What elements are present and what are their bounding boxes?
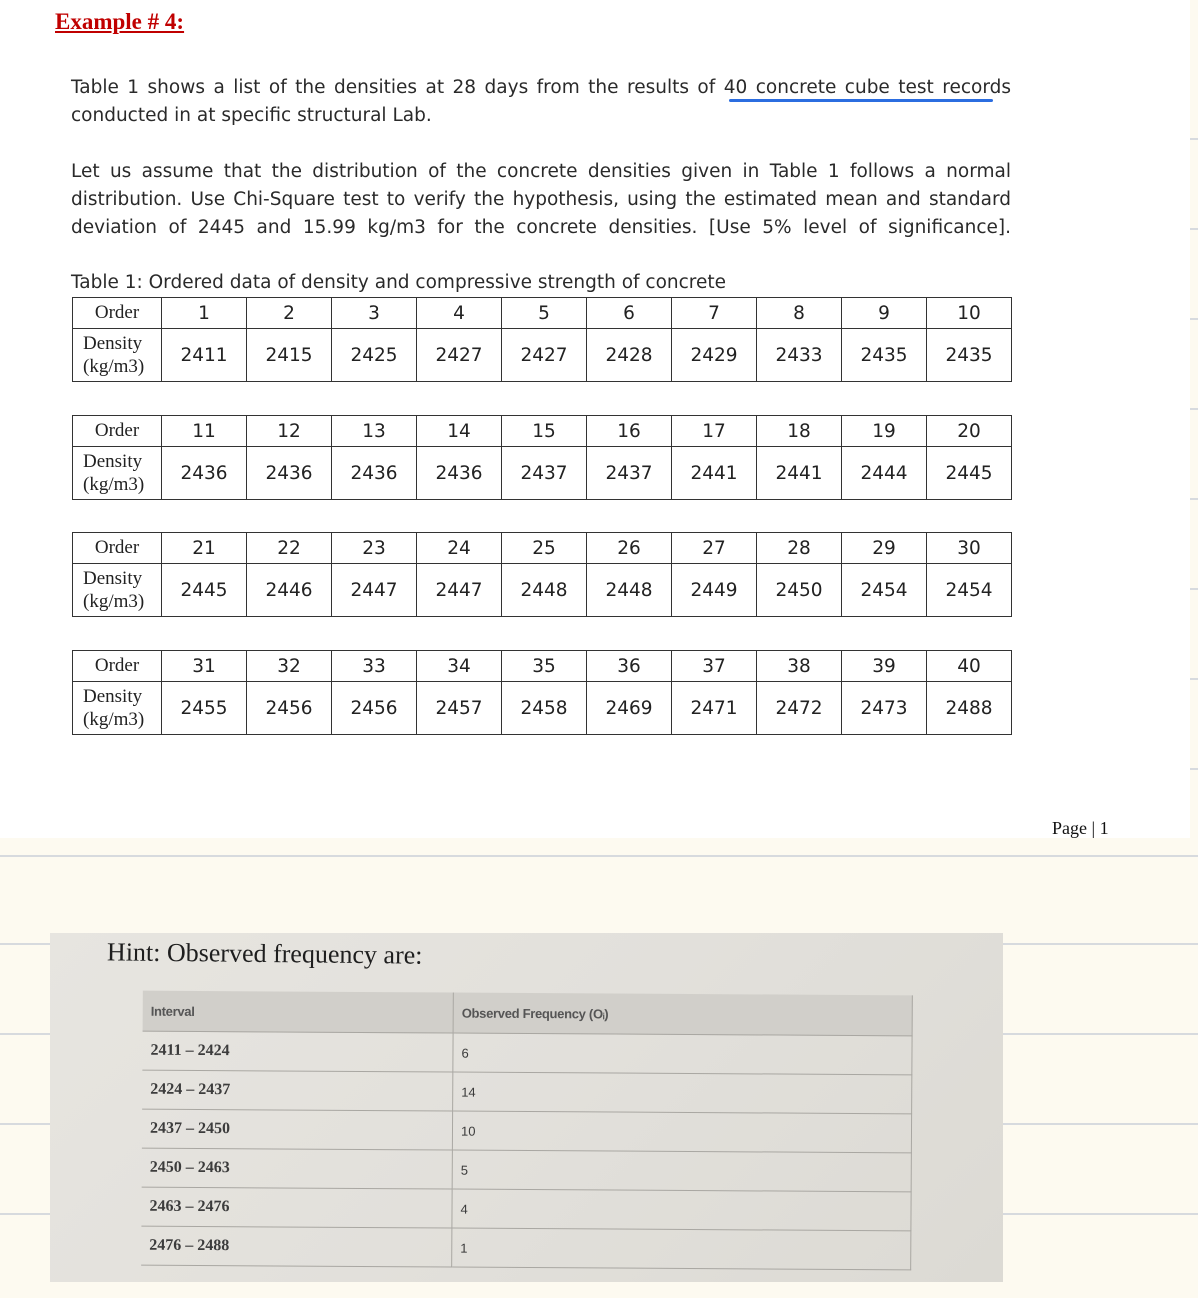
observed-cell: 6 (453, 1033, 912, 1075)
order-cell: 22 (247, 533, 332, 564)
density-cell: 2458 (502, 682, 587, 735)
order-label: Order (73, 651, 162, 682)
frequency-row (141, 1187, 911, 1231)
order-cell: 14 (417, 416, 502, 447)
example-title: Example # 4: (55, 9, 185, 34)
observed-cell: 10 (452, 1111, 911, 1153)
observed-cell: 4 (452, 1189, 911, 1231)
order-cell: 31 (162, 651, 247, 682)
order-cell: 18 (757, 416, 842, 447)
density-cell: 2454 (927, 564, 1012, 617)
table-caption: Table 1: Ordered data of density and compressive strength of concrete (71, 272, 727, 293)
order-cell: 33 (332, 651, 417, 682)
density-cell: 2437 (502, 447, 587, 500)
order-cell: 37 (672, 651, 757, 682)
interval-cell: 2476 – 2488 (141, 1226, 452, 1267)
order-cell: 29 (842, 533, 927, 564)
order-label: Order (73, 298, 162, 329)
density-cell: 2457 (417, 682, 502, 735)
density-cell: 2415 (247, 329, 332, 382)
order-cell: 6 (587, 298, 672, 329)
density-cell: 2425 (332, 329, 417, 382)
density-cell: 2488 (927, 682, 1012, 735)
density-label: Density (kg/m3) (73, 564, 162, 617)
order-cell: 21 (162, 533, 247, 564)
density-cell: 2428 (587, 329, 672, 382)
density-cell: 2448 (587, 564, 672, 617)
order-label: Order (73, 533, 162, 564)
density-cell: 2450 (757, 564, 842, 617)
density-label: Density (kg/m3) (73, 329, 162, 382)
order-cell: 36 (587, 651, 672, 682)
density-table-1 (72, 297, 1012, 382)
observed-frequency-header: Observed Frequency (Oᵢ) (453, 993, 912, 1036)
order-cell: 34 (417, 651, 502, 682)
order-cell: 20 (927, 416, 1012, 447)
order-cell: 30 (927, 533, 1012, 564)
order-cell: 23 (332, 533, 417, 564)
highlight-underline (729, 99, 993, 102)
order-cell: 4 (417, 298, 502, 329)
density-cell: 2448 (502, 564, 587, 617)
density-cell: 2436 (247, 447, 332, 500)
order-cell: 8 (757, 298, 842, 329)
order-cell: 39 (842, 651, 927, 682)
interval-cell: 2463 – 2476 (141, 1187, 452, 1228)
hint-photo (50, 933, 1003, 1282)
order-label: Order (73, 416, 162, 447)
order-cell: 3 (332, 298, 417, 329)
order-cell: 17 (672, 416, 757, 447)
order-cell: 9 (842, 298, 927, 329)
order-cell: 16 (587, 416, 672, 447)
observed-cell: 1 (452, 1228, 911, 1270)
order-cell: 13 (332, 416, 417, 447)
order-cell: 10 (927, 298, 1012, 329)
order-cell: 12 (247, 416, 332, 447)
density-cell: 2471 (672, 682, 757, 735)
order-cell: 11 (162, 416, 247, 447)
order-cell: 24 (417, 533, 502, 564)
hint-title: Hint: Observed frequency are: (106, 937, 423, 970)
density-cell: 2445 (162, 564, 247, 617)
order-cell: 15 (502, 416, 587, 447)
density-cell: 2469 (587, 682, 672, 735)
order-cell: 7 (672, 298, 757, 329)
density-table-4 (72, 650, 1012, 735)
order-cell: 25 (502, 533, 587, 564)
order-cell: 2 (247, 298, 332, 329)
density-cell: 2447 (332, 564, 417, 617)
density-cell: 2429 (672, 329, 757, 382)
interval-cell: 2450 – 2463 (142, 1148, 453, 1189)
density-cell: 2435 (927, 329, 1012, 382)
ruled-line (0, 855, 1198, 857)
order-cell: 40 (927, 651, 1012, 682)
density-cell: 2436 (417, 447, 502, 500)
density-cell: 2445 (927, 447, 1012, 500)
density-cell: 2427 (502, 329, 587, 382)
order-cell: 38 (757, 651, 842, 682)
density-cell: 2473 (842, 682, 927, 735)
order-cell: 26 (587, 533, 672, 564)
interval-cell: 2437 – 2450 (142, 1109, 453, 1150)
problem-paragraph: Let us assume that the distribution of the concrete densities given in Table 1 follows a normal distribution. Use Chi-Square test to verify the hypothesis, using the estimated mean and standard deviation of 2445 and 15.99 kg/m3 for the concrete densities. [Use 5% level of significance]. (71, 161, 1011, 238)
density-cell: 2441 (672, 447, 757, 500)
frequency-row (141, 1226, 911, 1270)
density-cell: 2433 (757, 329, 842, 382)
density-cell: 2449 (672, 564, 757, 617)
density-cell: 2456 (332, 682, 417, 735)
density-cell: 2456 (247, 682, 332, 735)
page-number: Page | 1 (1052, 818, 1109, 838)
density-cell: 2441 (757, 447, 842, 500)
interval-header: Interval (143, 991, 454, 1033)
observed-cell: 5 (452, 1150, 911, 1192)
order-cell: 19 (842, 416, 927, 447)
density-cell: 2436 (332, 447, 417, 500)
density-cell: 2437 (587, 447, 672, 500)
order-cell: 27 (672, 533, 757, 564)
frequency-row (142, 1070, 912, 1114)
order-cell: 35 (502, 651, 587, 682)
density-cell: 2435 (842, 329, 927, 382)
order-cell: 28 (757, 533, 842, 564)
density-cell: 2455 (162, 682, 247, 735)
density-cell: 2472 (757, 682, 842, 735)
density-cell: 2454 (842, 564, 927, 617)
order-cell: 5 (502, 298, 587, 329)
frequency-row (142, 1031, 912, 1075)
density-label: Density (kg/m3) (73, 682, 162, 735)
interval-cell: 2424 – 2437 (142, 1070, 453, 1111)
observed-frequency-table (141, 991, 913, 1271)
density-table-2 (72, 415, 1012, 500)
order-cell: 32 (247, 651, 332, 682)
intro-paragraph: Table 1 shows a list of the densities at 28 days from the results of 40 concrete cube test records conducted in at specific structural Lab. (71, 77, 1011, 126)
density-label: Density (kg/m3) (73, 447, 162, 500)
density-cell: 2411 (162, 329, 247, 382)
density-cell: 2444 (842, 447, 927, 500)
density-cell: 2436 (162, 447, 247, 500)
density-table-3 (72, 532, 1012, 617)
interval-cell: 2411 – 2424 (142, 1031, 453, 1072)
density-cell: 2447 (417, 564, 502, 617)
observed-cell: 14 (453, 1072, 912, 1114)
frequency-row (142, 1109, 912, 1153)
density-cell: 2427 (417, 329, 502, 382)
frequency-row (142, 1148, 912, 1192)
order-cell: 1 (162, 298, 247, 329)
density-cell: 2446 (247, 564, 332, 617)
